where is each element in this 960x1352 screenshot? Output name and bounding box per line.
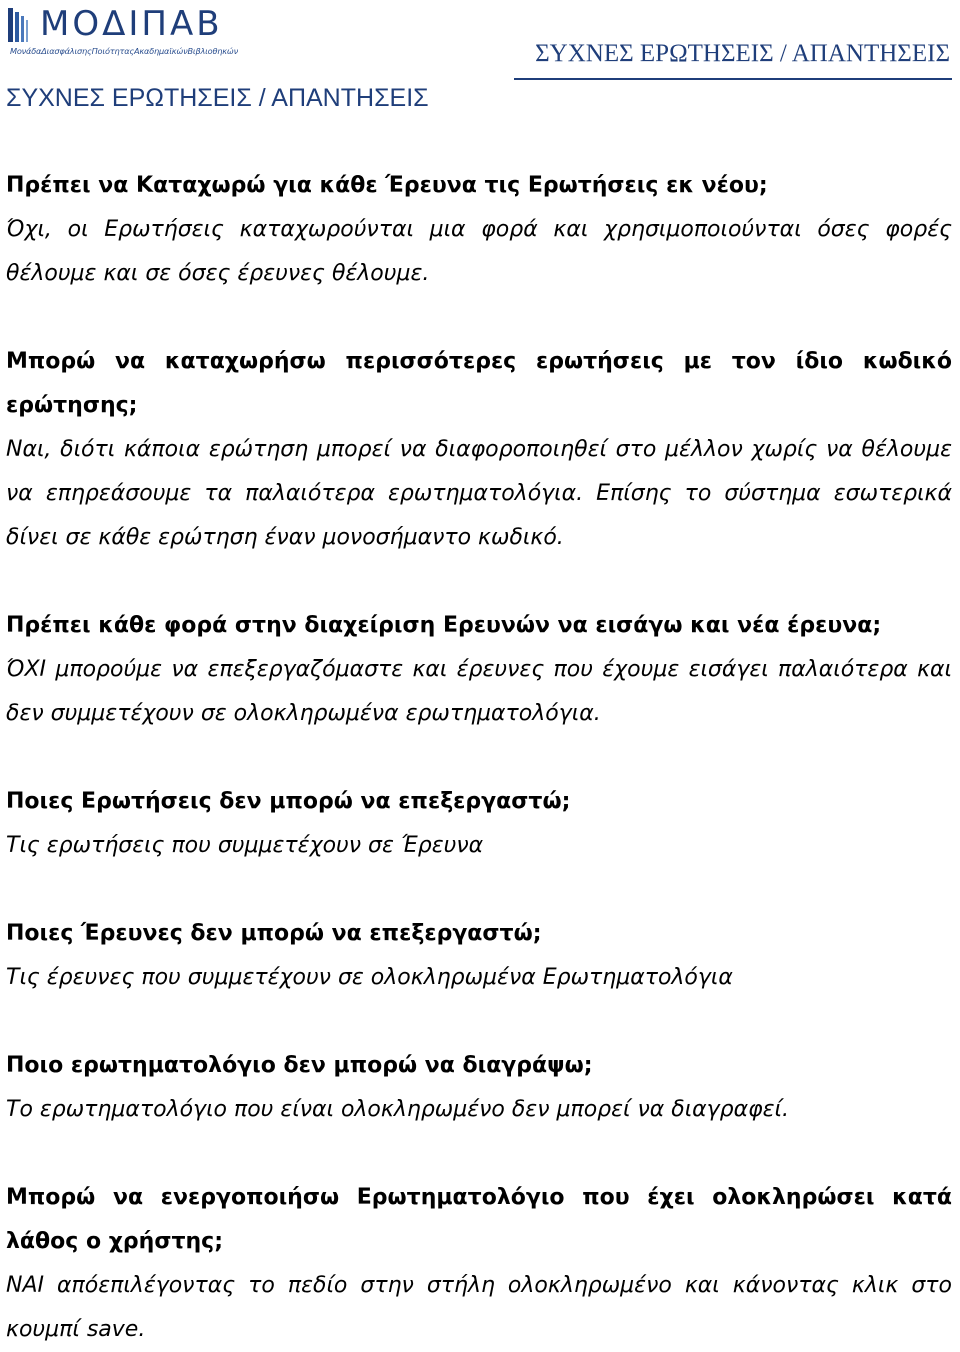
logo-subtitle: ΜονάδαΔιασφάλισηςΠοιότηταςΑκαδημαϊκώνΒιβλιοθηκών: [10, 46, 238, 56]
logo-columns-icon: [8, 8, 34, 42]
faq-item: [6, 780, 952, 868]
faq-question: Ποιες Ερωτήσεις δεν μπορώ να επεξεργαστώ;: [6, 789, 571, 814]
faq-question: Μπορώ να ενεργοποιήσω Ερωτηματολόγιο που έχει ολοκληρώσει κατά λάθος ο χρήστης;: [6, 1185, 952, 1254]
faq-answer: Τις έρευνες που συμμετέχουν σε ολοκληρωμένα Ερωτηματολόγια: [6, 965, 733, 990]
faq-question: Πρέπει κάθε φορά στην διαχείριση Ερευνών να εισάγω και νέα έρευνα;: [6, 613, 882, 638]
faq-item: [6, 912, 952, 1000]
header-divider: [514, 78, 952, 80]
running-header-title: ΣΥΧΝΕΣ ΕΡΩΤΗΣΕΙΣ / ΑΠΑΝΤΗΣΕΙΣ: [535, 40, 950, 67]
faq-answer: Τις ερωτήσεις που συμμετέχουν σε Έρευνα: [6, 833, 484, 858]
faq-item: [6, 604, 952, 736]
faq-question: Πρέπει να Καταχωρώ για κάθε Έρευνα τις Ερωτήσεις εκ νέου;: [6, 173, 768, 198]
faq-question: Ποιες Έρευνες δεν μπορώ να επεξεργαστώ;: [6, 921, 542, 946]
faq-answer: ΌΧΙ μπορούμε να επεξεργαζόμαστε και έρευνες που έχουμε εισάγει παλαιότερα και δεν συμμετέχουν σε ολοκληρωμένα ερωτηματολόγια.: [6, 657, 952, 726]
faq-item: [6, 1176, 952, 1352]
faq-answer: ΝΑΙ απόεπιλέγοντας το πεδίο στην στήλη ολοκληρωμένο και κάνοντας κλικ στο κουμπί save.: [6, 1273, 952, 1342]
faq-answer: Ναι, διότι κάποια ερώτηση μπορεί να διαφοροποιηθεί στο μέλλον χωρίς να θέλουμε να επηρεάσουμε τα παλαιότερα ερωτηματολόγια. Επίσης το σύστημα εσωτερικά δίνει σε κάθε ερώτηση έναν μονοσήμαντο κωδικό.: [6, 437, 952, 550]
faq-item: [6, 164, 952, 296]
faq-answer: Όχι, οι Ερωτήσεις καταχωρούνται μια φορά και χρησιμοποιούνται όσες φορές θέλουμε και σε όσες έρευνες θέλουμε.: [6, 217, 952, 286]
logo-wordmark: ΜΟΔΙΠΑΒ: [40, 4, 223, 44]
logo: [8, 6, 252, 58]
faq-answer: Το ερωτηματολόγιο που είναι ολοκληρωμένο δεν μπορεί να διαγραφεί.: [6, 1097, 789, 1122]
faq-item: [6, 1044, 952, 1132]
document-title: ΣΥΧΝΕΣ ΕΡΩΤΗΣΕΙΣ / ΑΠΑΝΤΗΣΕΙΣ: [6, 84, 429, 112]
faq-item: [6, 340, 952, 560]
page-header: [0, 0, 960, 84]
faq-question: Ποιο ερωτηματολόγιο δεν μπορώ να διαγράψω;: [6, 1053, 593, 1078]
faq-question: Μπορώ να καταχωρήσω περισσότερες ερωτήσεις με τον ίδιο κωδικό ερώτησης;: [6, 349, 952, 418]
